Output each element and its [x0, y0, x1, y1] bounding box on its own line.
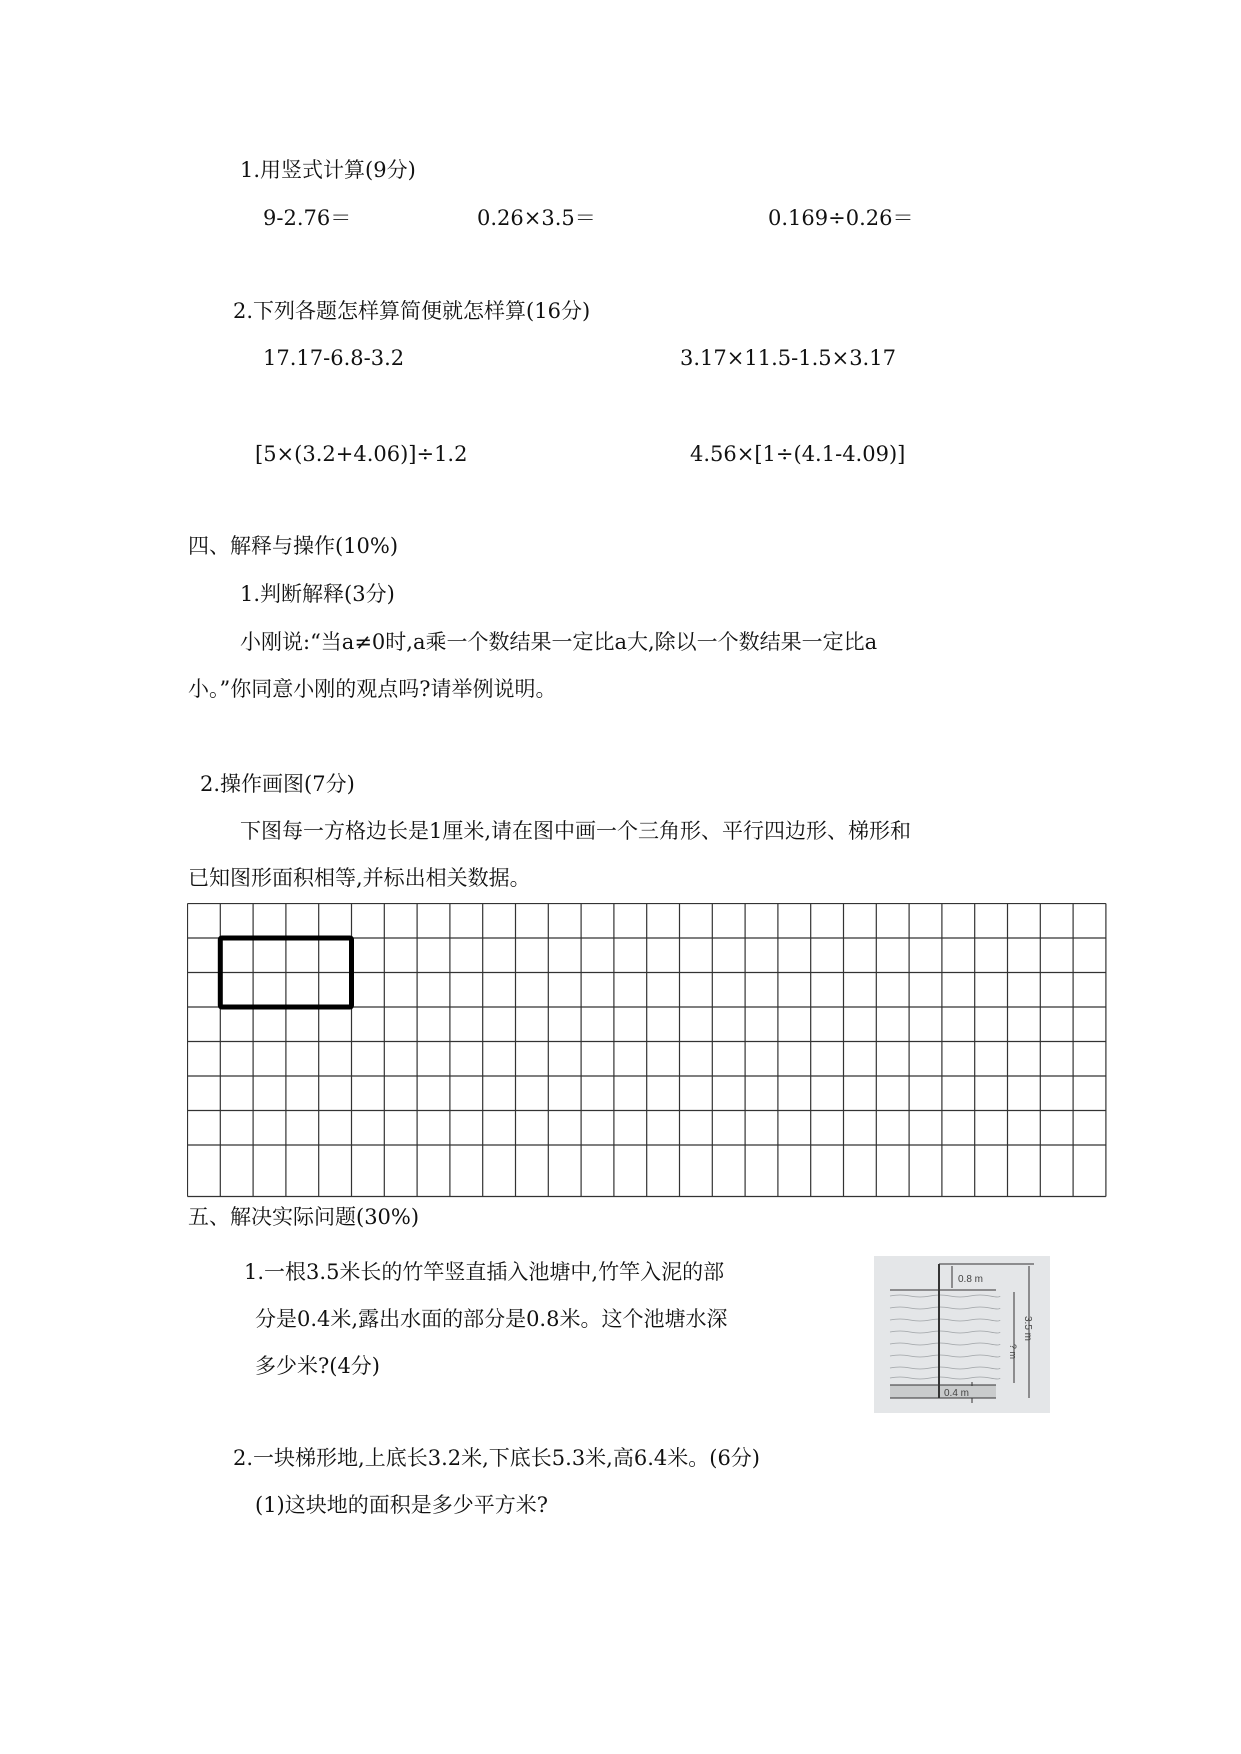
label-unknown: ? m: [1008, 1344, 1018, 1360]
q1-title: 1.判断解释(3分): [240, 582, 395, 606]
calc-item: 17.17-6.8-3.2: [263, 346, 405, 370]
q2-text: 下图每一方格边长是1厘米,请在图中画一个三角形、平行四边形、梯形和: [240, 819, 912, 843]
calc-item: 4.56×[1÷(4.1-4.09)]: [690, 442, 906, 466]
q1-text: 小。”你同意小刚的观点吗?请举例说明。: [188, 677, 557, 701]
q1-text: 小刚说:“当a≠0时,a乘一个数结果一定比a大,除以一个数结果一定比a: [240, 630, 878, 654]
q1-title: 1.用竖式计算(9分): [240, 158, 416, 182]
calc-item: 9-2.76＝: [263, 206, 352, 230]
calc-item: [5×(3.2+4.06)]÷1.2: [255, 442, 468, 466]
q1-text: 1.一根3.5米长的竹竿竖直插入池塘中,竹竿入泥的部: [244, 1260, 725, 1284]
q2-title: 2.操作画图(7分): [200, 772, 355, 796]
q2-sub1: (1)这块地的面积是多少平方米?: [255, 1493, 549, 1517]
q2-title: 2.一块梯形地,上底长3.2米,下底长5.3米,高6.4米。(6分): [233, 1446, 760, 1470]
calc-item: 3.17×11.5-1.5×3.17: [680, 346, 896, 370]
q2-text: 已知图形面积相等,并标出相关数据。: [188, 866, 531, 890]
pond-figure: [874, 1256, 1050, 1413]
q1-text: 分是0.4米,露出水面的部分是0.8米。这个池塘水深: [255, 1307, 728, 1331]
q1-text: 多少米?(4分): [255, 1354, 381, 1378]
section4-heading: 四、解释与操作(10%): [188, 534, 399, 558]
label-bottom: 0.4 m: [944, 1388, 970, 1399]
calc-item: 0.26×3.5＝: [477, 206, 596, 230]
section5-heading: 五、解决实际问题(30%): [188, 1205, 420, 1229]
calc-item: 0.169÷0.26＝: [768, 206, 914, 230]
label-top: 0.8 m: [958, 1274, 984, 1285]
q2-title: 2.下列各题怎样算简便就怎样算(16分): [233, 299, 591, 323]
label-total: 3.5 m: [1022, 1316, 1033, 1342]
square-grid[interactable]: [187, 903, 1109, 1199]
